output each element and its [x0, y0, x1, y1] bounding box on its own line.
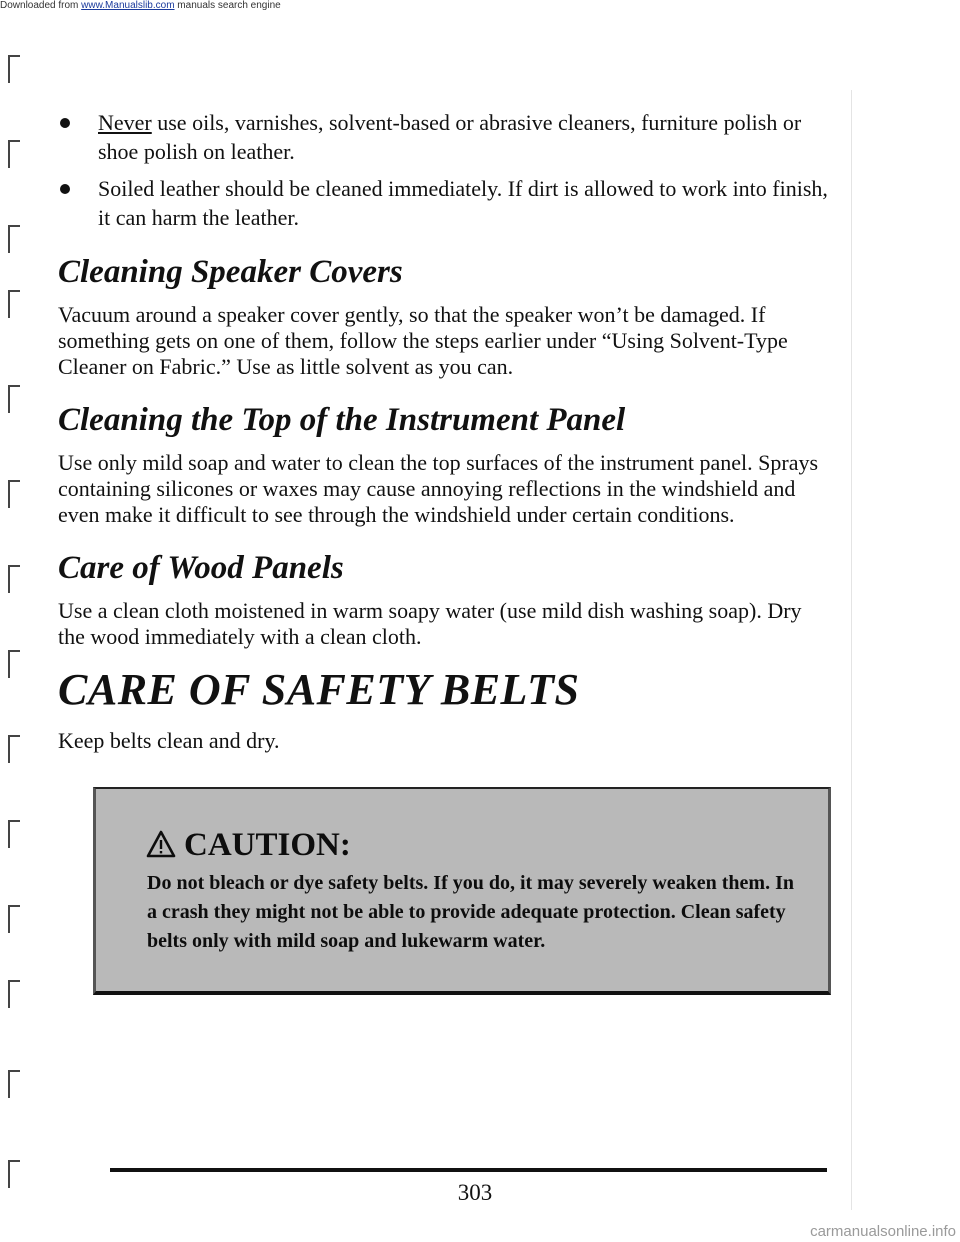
section-body-wood-panels: Use a clean cloth moistened in warm soapy water (use mild dish washing soap). Dry the wood immediately with a clean cloth.	[58, 598, 802, 649]
edge-tab	[8, 735, 20, 763]
manualslib-link[interactable]: www.Manualslib.com	[81, 0, 175, 11]
list-item	[58, 108, 828, 166]
edge-tab	[8, 1070, 20, 1098]
list-item	[58, 174, 828, 232]
leather-care-list	[58, 108, 828, 232]
banner-suffix: manuals search engine	[174, 0, 281, 11]
warning-triangle-icon	[146, 830, 176, 858]
edge-tab	[8, 980, 20, 1008]
edge-tab	[8, 140, 20, 168]
bullet-icon	[60, 118, 70, 128]
chapter-heading-safety-belts: CARE OF SAFETY BELTS	[58, 665, 580, 714]
caution-header	[146, 827, 351, 864]
edge-tab	[8, 1160, 20, 1188]
edge-tab	[8, 290, 20, 318]
edge-tab	[8, 905, 20, 933]
edge-tab	[8, 820, 20, 848]
list-item-text: Soiled leather should be cleaned immediately. If dirt is allowed to work into finish, it can harm the leather.	[98, 176, 828, 230]
site-watermark: carmanualsonline.info	[810, 1223, 956, 1240]
edge-tab	[8, 225, 20, 253]
section-heading-instrument-panel: Cleaning the Top of the Instrument Panel	[58, 402, 626, 438]
section-body-speaker-covers: Vacuum around a speaker cover gently, so that the speaker won’t be damaged. If something gets on one of them, follow the steps earlier under “Using Solvent-Type Cleaner on Fabric.” Use as little solvent as you can.	[58, 302, 788, 379]
download-banner	[0, 0, 281, 11]
caution-box	[93, 787, 831, 995]
caution-text: Do not bleach or dye safety belts. If you do, it may severely weaken them. In a crash they might not be able to provide adequate protection. Clean safety belts only with mild soap and lukewarm water.	[147, 872, 795, 952]
page-content	[58, 108, 828, 766]
bullet-icon	[60, 184, 70, 194]
emphasis-never: Never	[98, 110, 152, 135]
caution-label: CAUTION:	[184, 827, 351, 863]
section-heading-speaker-covers: Cleaning Speaker Covers	[58, 254, 403, 290]
section-body-safety-belts: Keep belts clean and dry.	[58, 728, 280, 753]
banner-prefix: Downloaded from	[0, 0, 82, 11]
section-heading-wood-panels: Care of Wood Panels	[58, 550, 344, 586]
page-number: 303	[457, 1180, 493, 1205]
list-item-text: use oils, varnishes, solvent-based or abrasive cleaners, furniture polish or shoe polish on leather.	[98, 110, 802, 164]
edge-tab	[8, 55, 20, 83]
edge-tab	[8, 385, 20, 413]
section-body-instrument-panel: Use only mild soap and water to clean the top surfaces of the instrument panel. Sprays containing silicones or waxes may cause annoying reflections in the windshield and even make it difficult to see through the windshield under certain conditions.	[58, 450, 819, 527]
edge-tab	[8, 480, 20, 508]
edge-tab	[8, 650, 20, 678]
footer-rule	[110, 1168, 827, 1172]
page-edge-rule	[851, 90, 852, 1210]
edge-tab	[8, 565, 20, 593]
